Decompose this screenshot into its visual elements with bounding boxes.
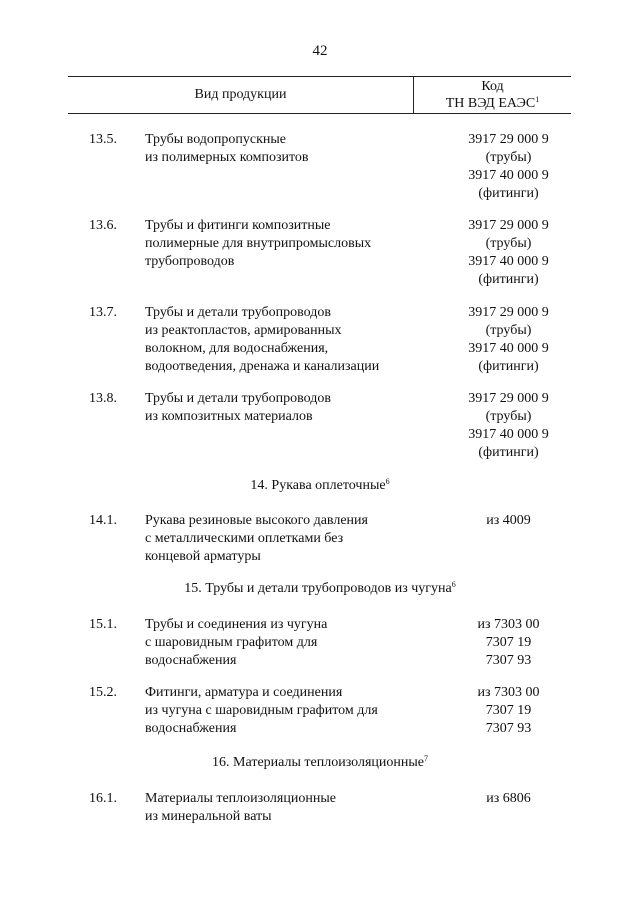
desc-line: из композитных материалов bbox=[145, 409, 313, 424]
code-line: 7307 19 bbox=[485, 635, 532, 650]
header-code bbox=[414, 78, 571, 112]
code-line: из 7303 00 bbox=[477, 685, 540, 700]
desc-line: с шаровидным графитом для bbox=[145, 635, 318, 650]
section-heading-15 bbox=[0, 580, 640, 598]
row-number: 13.7. bbox=[89, 305, 117, 320]
code-line: (трубы) bbox=[485, 409, 532, 424]
row-description bbox=[145, 217, 430, 271]
section-heading-16 bbox=[0, 754, 640, 772]
row-codes bbox=[430, 390, 587, 462]
desc-line: водоснабжения bbox=[145, 721, 237, 736]
code-line: 3917 29 000 9 bbox=[468, 305, 549, 320]
desc-line: Фитинги, арматура и соединения bbox=[145, 685, 343, 700]
section-title: 15. Трубы и детали трубопроводов из чугуна bbox=[184, 581, 452, 596]
code-line: 3917 40 000 9 bbox=[468, 168, 549, 183]
table-header bbox=[68, 76, 571, 114]
section-footnote: 7 bbox=[423, 754, 428, 763]
code-line: (трубы) bbox=[485, 323, 532, 338]
row-codes bbox=[430, 304, 587, 376]
code-line: 3917 29 000 9 bbox=[468, 132, 549, 147]
desc-line: Трубы и фитинги композитные bbox=[145, 218, 331, 233]
header-code-label: ТН ВЭД ЕАЭС bbox=[445, 96, 536, 111]
section-heading-14 bbox=[0, 477, 640, 495]
header-product-type-label: Вид продукции bbox=[194, 87, 287, 102]
desc-line: Материалы теплоизоляционные bbox=[145, 791, 336, 806]
code-line: 7307 19 bbox=[485, 703, 532, 718]
section-footnote: 6 bbox=[451, 580, 456, 589]
row-codes bbox=[430, 512, 587, 530]
code-line: (фитинги) bbox=[478, 445, 539, 460]
desc-line: из минеральной ваты bbox=[145, 809, 272, 824]
code-line: (трубы) bbox=[485, 150, 532, 165]
code-line: из 4009 bbox=[486, 513, 531, 528]
desc-line: волокном, для водоснабжения, bbox=[145, 341, 329, 356]
code-line: 3917 40 000 9 bbox=[468, 341, 549, 356]
desc-line: Трубы и детали трубопроводов bbox=[145, 305, 331, 320]
row-description bbox=[145, 684, 430, 738]
section-title: 16. Материалы теплоизоляционные bbox=[212, 755, 424, 770]
desc-line: водоснабжения bbox=[145, 653, 237, 668]
row-number: 16.1. bbox=[89, 791, 117, 806]
row-codes bbox=[430, 684, 587, 738]
code-line: 7307 93 bbox=[485, 653, 532, 668]
code-line: (фитинги) bbox=[478, 359, 539, 374]
desc-line: из реактопластов, армированных bbox=[145, 323, 342, 338]
row-number: 14.1. bbox=[89, 513, 117, 528]
code-line: (фитинги) bbox=[478, 186, 539, 201]
code-line: (трубы) bbox=[485, 236, 532, 251]
row-description bbox=[145, 390, 430, 426]
row-codes bbox=[430, 790, 587, 808]
header-product-type bbox=[68, 77, 414, 113]
row-description bbox=[145, 616, 430, 670]
page-number: 42 bbox=[312, 43, 328, 59]
code-line: 3917 29 000 9 bbox=[468, 218, 549, 233]
code-line: из 7303 00 bbox=[477, 617, 540, 632]
row-number: 15.2. bbox=[89, 685, 117, 700]
desc-line: Рукава резиновые высокого давления bbox=[145, 513, 368, 528]
desc-line: из полимерных композитов bbox=[145, 150, 309, 165]
row-number: 15.1. bbox=[89, 617, 117, 632]
row-description bbox=[145, 512, 430, 566]
desc-line: трубопроводов bbox=[145, 254, 235, 269]
header-code-line2 bbox=[414, 95, 571, 112]
row-number: 13.6. bbox=[89, 218, 117, 233]
desc-line: Трубы и соединения из чугуна bbox=[145, 617, 328, 632]
header-code-line1: Код bbox=[481, 79, 504, 94]
desc-line: с металлическими оплетками без bbox=[145, 531, 344, 546]
desc-line: Трубы и детали трубопроводов bbox=[145, 391, 331, 406]
code-line: 3917 40 000 9 bbox=[468, 427, 549, 442]
row-codes bbox=[430, 616, 587, 670]
code-line: 3917 29 000 9 bbox=[468, 391, 549, 406]
row-description bbox=[145, 131, 430, 167]
section-title: 14. Рукава оплеточные bbox=[250, 478, 386, 493]
code-line: (фитинги) bbox=[478, 272, 539, 287]
code-line: 3917 40 000 9 bbox=[468, 254, 549, 269]
header-code-footnote: 1 bbox=[535, 95, 540, 104]
row-description bbox=[145, 790, 430, 826]
row-number: 13.5. bbox=[89, 132, 117, 147]
section-footnote: 6 bbox=[385, 477, 390, 486]
desc-line: концевой арматуры bbox=[145, 549, 261, 564]
desc-line: из чугуна с шаровидным графитом для bbox=[145, 703, 378, 718]
code-line: 7307 93 bbox=[485, 721, 532, 736]
row-codes bbox=[430, 131, 587, 203]
desc-line: водоотведения, дренажа и канализации bbox=[145, 359, 380, 374]
code-line: из 6806 bbox=[486, 791, 531, 806]
row-number: 13.8. bbox=[89, 391, 117, 406]
row-description bbox=[145, 304, 430, 376]
row-codes bbox=[430, 217, 587, 289]
desc-line: Трубы водопропускные bbox=[145, 132, 287, 147]
desc-line: полимерные для внутрипромысловых bbox=[145, 236, 372, 251]
